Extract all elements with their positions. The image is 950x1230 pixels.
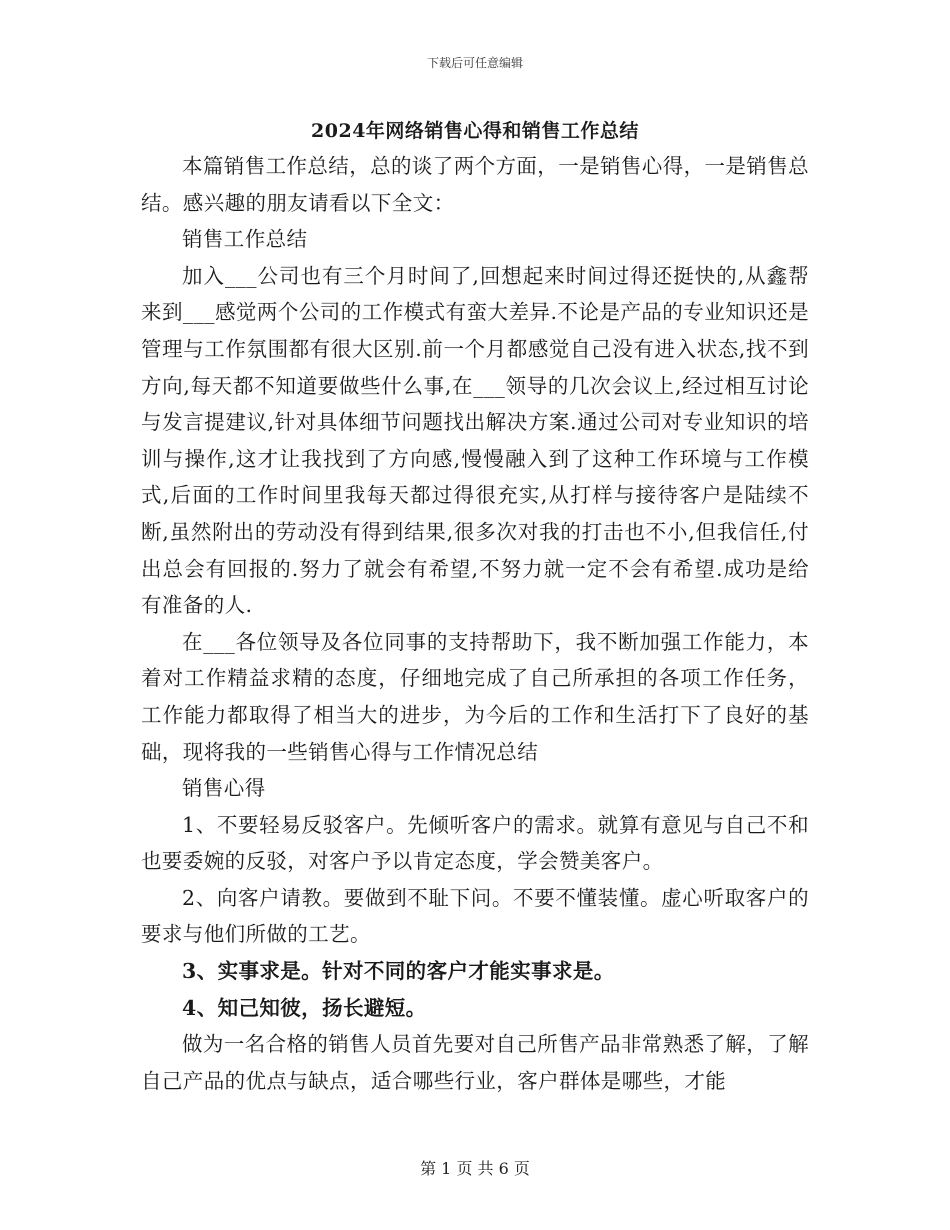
list-item-bold: 3、实事求是。针对不同的客户才能实事求是。	[182, 959, 615, 984]
body-paragraph: 在___各位领导及各位同事的支持帮助下，我不断加强工作能力，本着对工作精益求精的态度，仔细地完成了自己所承担的各项工作任务，工作能力都取得了相当大的进步，为今后的工作和生活打下了良好的基础，现将我的一些销售心得与工作情况总结	[141, 629, 809, 764]
section-heading-sales-insights: 销售心得	[182, 776, 266, 801]
page-footer-number: 第 1 页 共 6 页	[420, 1159, 530, 1178]
body-paragraph: 加入___公司也有三个月时间了,回想起来时间过得还挺快的,从鑫帮来到___感觉两个公司的工作模式有蛮大差异.不论是产品的专业知识还是管理与工作氛围都有很大区别.前一个月都感觉自己没有进入状态,找不到方向,每天都不知道要做些什么事,在___领导的几次会议上,经过相互讨论与发言提建议,针对具体细节问题找出解决方案.通过公司对专业知识的培训与操作,这才让我找到了方向感,慢慢融入到了这种工作环境与工作模式,后面的工作时间里我每天都过得很充实,从打样与接待客户是陆续不断,虽然附出的劳动没有得到结果,很多次对我的打击也不小,但我信任,付出总会有回报的.努力了就会有希望,不努力就一定不会有希望.成功是给有准备的人.	[141, 263, 809, 618]
document-body	[141, 148, 809, 1099]
list-item-bold: 4、知己知彼，扬长避短。	[182, 995, 427, 1020]
document-title: 2024年网络销售心得和销售工作总结	[311, 120, 639, 142]
page-header-note: 下载后可任意编辑	[426, 56, 523, 70]
intro-paragraph: 本篇销售工作总结，总的谈了两个方面，一是销售心得，一是销售总结。感兴趣的朋友请看以下全文：	[141, 154, 809, 215]
list-item: 1、不要轻易反驳客户。先倾听客户的需求。就算有意见与自己不和也要委婉的反驳，对客户予以肯定态度，学会赞美客户。	[141, 812, 809, 874]
body-paragraph: 做为一名合格的销售人员首先要对自己所售产品非常熟悉了解，了解自己产品的优点与缺点，适合哪些行业，客户群体是哪些，才能	[141, 1032, 809, 1093]
list-item: 2、向客户请教。要做到不耻下问。不要不懂装懂。虚心听取客户的要求与他们所做的工艺。	[141, 885, 809, 947]
section-heading-sales-summary: 销售工作总结	[182, 227, 308, 252]
